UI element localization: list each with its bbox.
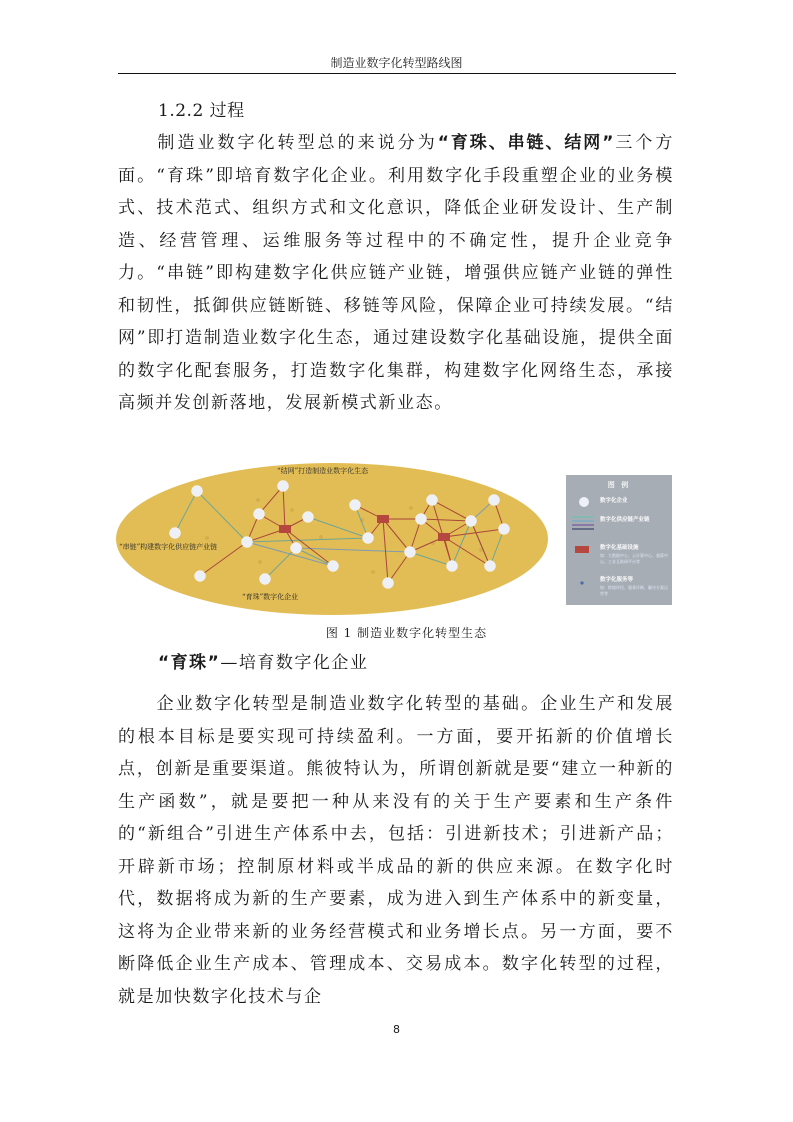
- legend-label: 数字化企业: [600, 498, 628, 504]
- para1-lead: 制造业数字化转型总的来说分为: [156, 133, 438, 153]
- legend-label: 数字化供应链产业链: [600, 517, 650, 523]
- para1-emphasis: “育珠、串链、结网”: [437, 133, 614, 153]
- header-rule: [118, 73, 676, 74]
- label-yuzhu: “育珠”数字化企业: [242, 593, 299, 601]
- paragraph-yuzhu: [118, 688, 674, 1013]
- legend-title: 图 例: [607, 481, 631, 489]
- legend-sub: 如：跨境评估、服务诊断、解决方案运营等: [600, 585, 668, 596]
- subsection-heading: [158, 648, 368, 673]
- page-number: 8: [393, 1023, 400, 1036]
- service-dot-icon: [578, 579, 598, 589]
- subheading-rest: —培育数字化企业: [220, 653, 369, 673]
- network-diagram: [115, 460, 565, 620]
- para2-text: 企业数字化转型是制造业数字化转型的基础。企业生产和发展的根本目标是要实现可持续盈利。一方面，要开拓新的价值增长点，创新是重要渠道。熊彼特认为，所谓创新就是要“建立一种新的生产函数”，就是要把一种从来没有的关于生产要素和生产条件的“新组合”引进生产体系中去，包括：引进新技术；引进新产品；开辟新市场；控制原材料或半成品的新的供应来源。在数字化时代，数据将成为新的生产要素，成为进入到生产体系中的新变量，这将为企业带来新的业务经营模式和业务增长点。另一方面，要不断降低企业生产成本、管理成本、交易成本。数字化转型的过程，就是加快数字化技术与企: [118, 694, 674, 1007]
- section-heading: 1.2.2 过程: [158, 101, 245, 121]
- paragraph-overview: [118, 127, 674, 420]
- legend-label: 数字化基础设施: [600, 545, 639, 551]
- legend-box: [566, 475, 672, 605]
- supply-chain-lines-icon: [570, 515, 596, 531]
- subheading-emphasis: “育珠”: [158, 653, 221, 673]
- ecosystem-figure: [115, 460, 680, 620]
- para1-rest: 三个方面。“育珠”即培育数字化企业。利用数字化手段重塑企业的业务模式、技术范式、组织方式和文化意识，降低企业研发设计、生产制造、经营管理、运维服务等过程中的不确定性，提升企业竞争力。“串链”即构建数字化供应链产业链，增强供应链产业链的弹性和韧性，抵御供应链断链、移链等风险，保障企业可持续发展。“结网”即打造制造业数字化生态，通过建设数字化基础设施，提供全面的数字化配套服务，打造数字化集群，构建数字化网络生态，承接高频并发创新落地，发展新模式新业态。: [118, 133, 674, 413]
- infrastructure-square-icon: [575, 546, 595, 556]
- legend-label: 数字化服务等: [600, 577, 634, 583]
- enterprise-node-icon: [576, 496, 596, 508]
- label-chuanlian: “串链”构建数字化供应链产业链: [119, 543, 218, 551]
- figure-caption: 图 1 制造业数字化转型生态: [325, 626, 488, 640]
- running-header-title: 制造业数字化转型路线图: [330, 56, 463, 70]
- legend-sub: 如：大数据中心、云计算中心、超算中心、工业互联网平台等: [600, 553, 668, 564]
- label-jiewang: “结网”打造制造业数字化生态: [277, 467, 369, 475]
